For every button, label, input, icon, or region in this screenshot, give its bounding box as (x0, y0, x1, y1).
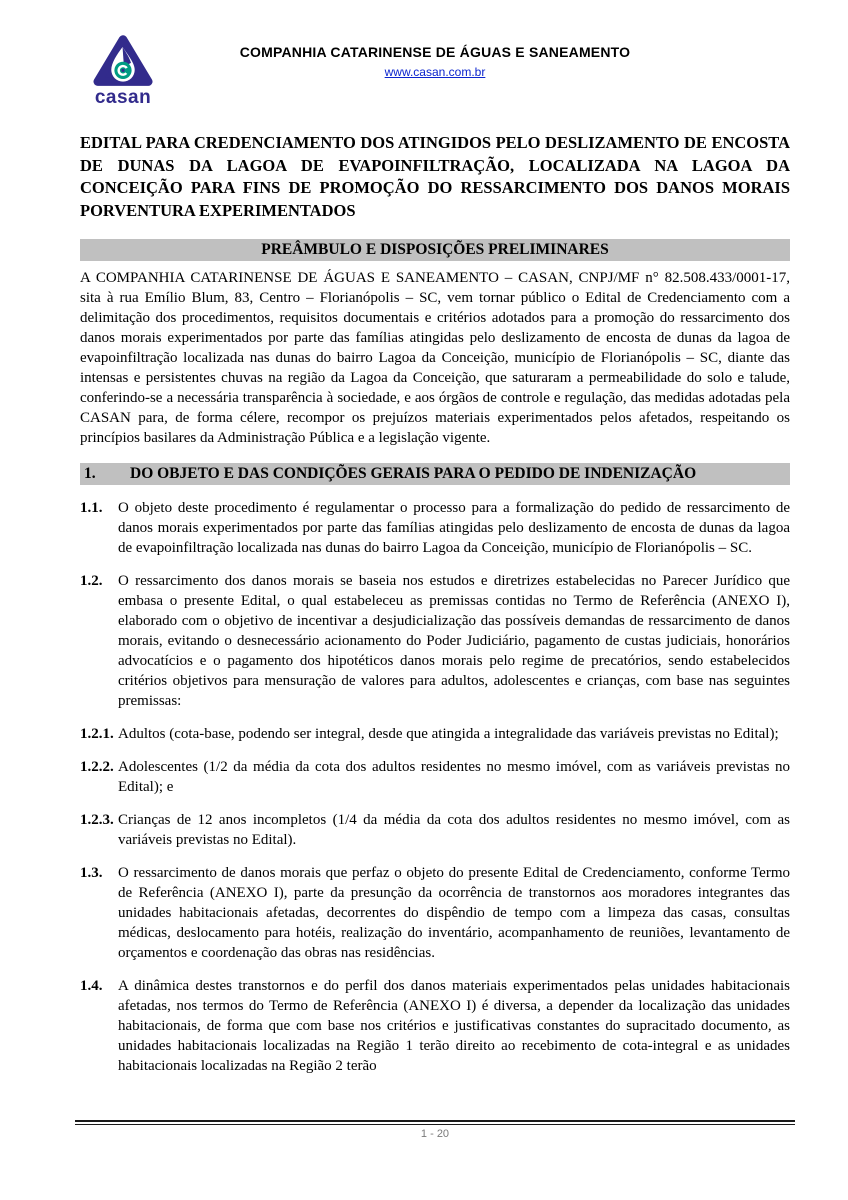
clause-text: Crianças de 12 anos incompletos (1/4 da média da cota dos adultos residentes no mesmo imóvel, com as variáveis previstas no Edital). (118, 811, 790, 848)
clause-number: 1.2.2. (80, 758, 114, 775)
page-footer (75, 1120, 795, 1140)
company-name: COMPANHIA CATARINENSE DE ÁGUAS E SANEAMENTO (239, 44, 631, 60)
section-heading-label: DO OBJETO E DAS CONDIÇÕES GERAIS PARA O PEDIDO DE INDENIZAÇÃO (130, 464, 697, 482)
preamble-heading: PREÂMBULO E DISPOSIÇÕES PRELIMINARES (80, 239, 790, 261)
footer-divider (75, 1120, 795, 1125)
clause-text: Adolescentes (1/2 da média da cota dos adultos residentes no mesmo imóvel, com as variáveis previstas no Edital); e (118, 758, 790, 795)
clause-number: 1.2.3. (80, 811, 114, 828)
clause-item-1-1 (80, 498, 790, 558)
clause-item-1-2-1 (80, 724, 790, 744)
clause-item-1-2-2 (80, 757, 790, 797)
clause-text: A dinâmica destes transtornos e do perfil dos danos materiais experimentados pelas unidades habitacionais afetadas, nos termos do Termo de Referência (ANEXO I) é diversa, a depender da localização das unidades habitacionais, de forma que com base nos critérios e justificativas constantes do supracitado documento, as unidades habitacionais localizadas na Região 1 terão direito ao recebimento de cota-integral e as unidades habitacionais localizadas na Região 2 terão (118, 977, 790, 1074)
website-line (80, 65, 790, 79)
clause-item-1-2-3 (80, 810, 790, 850)
clause-number: 1.1. (80, 499, 103, 516)
website-link[interactable]: www.casan.com.br (384, 65, 486, 79)
logo-wordmark: casan (94, 87, 152, 108)
document-title: EDITAL PARA CREDENCIAMENTO DOS ATINGIDOS PELO DESLIZAMENTO DE ENCOSTA DE DUNAS DA LAGOA DE EVAPOINFILTRAÇÃO, LOCALIZADA NA LAGOA DA CONCEIÇÃO PARA FINS DE PROMOÇÃO DO RESSARCIMENTO DOS DANOS MORAIS PORVENTURA EXPERIMENTADOS (80, 133, 790, 220)
clause-number: 1.2. (80, 572, 103, 589)
clause-text: O ressarcimento de danos morais que perfaz o objeto do presente Edital de Credenciamento, conforme Termo de Referência (ANEXO I), parte da presunção da ocorrência de transtornos aos moradores integrantes das unidades habitacionais afetadas, decorrentes do dispêndio de tempo com a limpeza das casas, consultas médicas, deslocamento para hotéis, realização do inventário, acompanhamento de reuniões, levantamento de orçamentos e coordenação das obras nas residências. (118, 864, 790, 961)
document-header (80, 0, 790, 79)
document-body (80, 132, 790, 1076)
clause-text: O objeto deste procedimento é regulamentar o processo para a formalização do pedido de ressarcimento de danos morais experimentados por parte das famílias atingidas pelo deslizamento de encosta de dunas da lagoa de evapoinfiltração localizada nas dunas do bairro Lagoa da Conceição, município de Florianópolis – SC. (118, 499, 790, 556)
casan-logo (84, 34, 162, 107)
clause-text: Adultos (cota-base, podendo ser integral, desde que atingida a integralidade das variáveis previstas no Edital); (118, 725, 779, 742)
clause-text: O ressarcimento dos danos morais se baseia nos estudos e diretrizes estabelecidas no Parecer Jurídico que embasa o presente Edital, o qual estabeleceu as premissas contidas no Termo de Referência (ANEXO I), elaborado com o objetivo de incentivar a desjudicialização das possíveis demandas de ressarcimento de danos morais, evitando o desnecessário acionamento do Poder Judiciário, pagamento de custas judiciais, honorários advocatícios e o pagamento dos hipotéticos danos morais pelo regime de precatórios, sendo estabelecidos critérios objetivos para mensuração de valores para adultos, adolescentes e crianças, com base nas seguintes premissas: (118, 572, 790, 709)
clause-number: 1.4. (80, 977, 103, 994)
clause-list (80, 498, 790, 1076)
clause-item-1-3 (80, 863, 790, 963)
section-1-heading (80, 463, 790, 485)
section-number: 1. (84, 464, 96, 482)
preamble-paragraph: A COMPANHIA CATARINENSE DE ÁGUAS E SANEAMENTO – CASAN, CNPJ/MF n° 82.508.433/0001-17, sita à rua Emílio Blum, 83, Centro – Florianópolis – SC, vem tornar público o Edital de Credenciamento com a delimitação dos procedimentos, requisitos documentais e critérios adotados para a promoção do ressarcimento dos danos morais experimentados por parte das famílias atingidas pelo deslizamento de encosta de dunas da lagoa de evapoinfiltração localizada nas dunas do bairro Lagoa da Conceição, município de Florianópolis – SC, diante das intensas e persistentes chuvas na região da Lagoa da Conceição, que saturaram a permeabilidade do solo e talude, conferindo-se a necessária transparência à sociedade, e aos órgãos de controle e regulação, das medidas adotadas pela CASAN para, de forma célere, recompor os prejuízos materiais experimentados pelos afetados, respeitando os princípios basilares da Administração Pública e a legislação vigente. (80, 269, 790, 446)
clause-item-1-2 (80, 571, 790, 711)
clause-number: 1.2.1. (80, 725, 114, 742)
casan-logo-icon (93, 34, 153, 88)
clause-number: 1.3. (80, 864, 103, 881)
page-number: 1 - 20 (420, 1128, 450, 1140)
clause-item-1-4 (80, 976, 790, 1076)
